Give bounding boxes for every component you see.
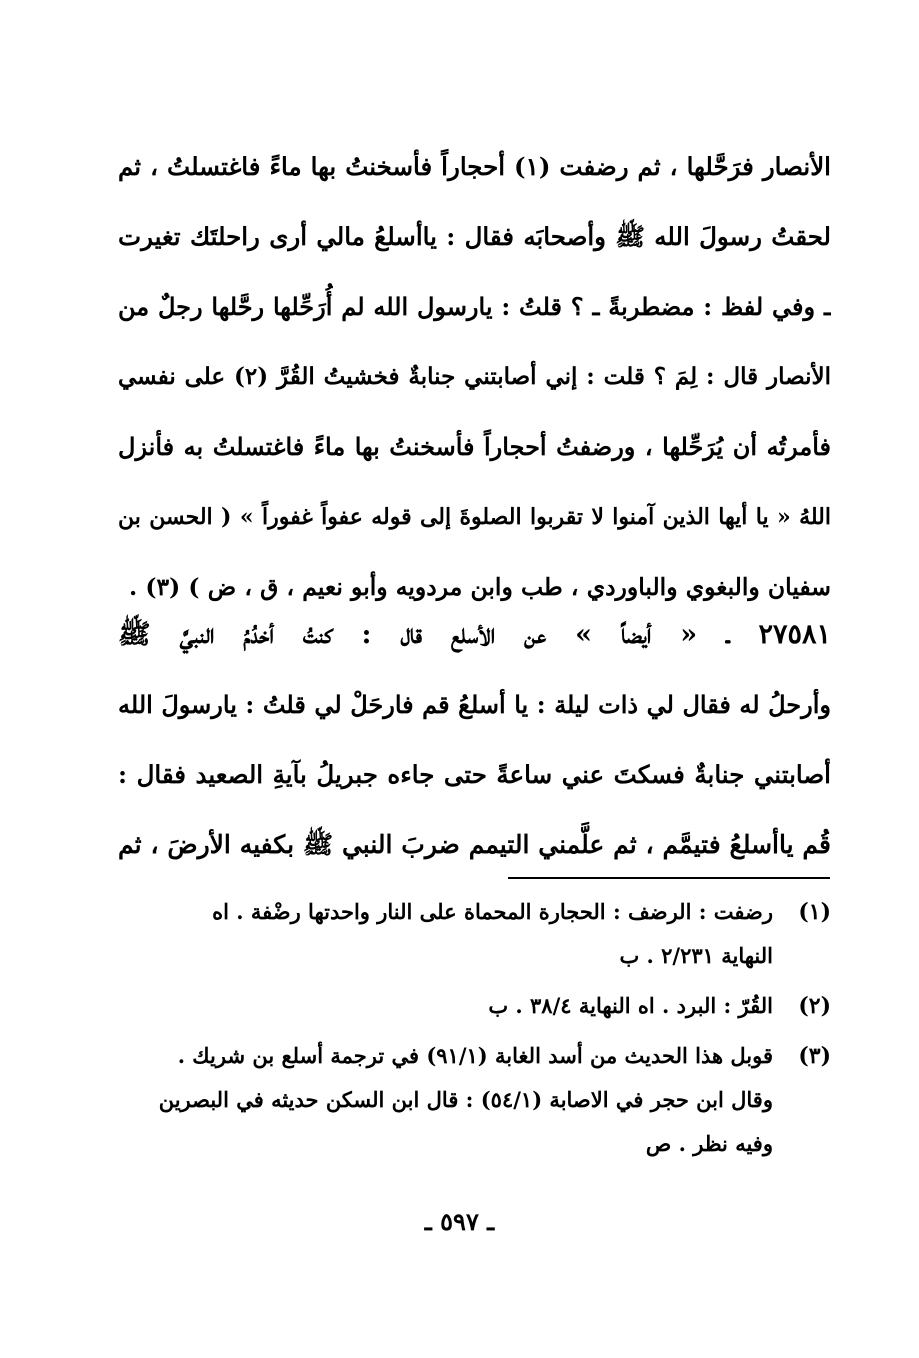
text-line: اللهُ « يا أيها الذين آمنوا لا تقربوا الصلوةَ إلى قوله عفواً غفوراً » ( الحسن بن [118,504,831,530]
text-line: الأنصار فرَحَّلها ، ثم رضفت (١) أحجاراً فأسخنتُ بها ماءً فاغتسلتُ ، ثم [118,152,831,181]
footnote-number: (٢) [798,993,831,1019]
footnote-line: وقال ابن حجر في الاصابة (٥٤/١) : قال ابن السكن حديثه في البصرين [158,1087,773,1112]
footnote-3 [118,1034,831,1166]
footnote-body [118,1034,773,1166]
text-line: فأمرتُه أن يُرَحِّلها ، ورضفتُ أحجاراً فأسخنتُ بها ماءً فاغتسلتُ به فأنزل [118,432,831,461]
footnote-separator [508,877,830,879]
footnote-line: القُرّ : البرد . اه النهاية ٣٨/٤ . ب [488,993,773,1018]
footnotes [118,890,831,1172]
footnote-line: رضفت : الرضف : الحجارة المحماة على النار واحدتها رضْفة . اه [212,899,773,924]
footnote-number: (٣) [798,1043,831,1069]
footnote-line: قوبل هذا الحديث من أسد الغابة (٩١/١) في ترجمة أسلع بن شريك . [177,1043,773,1068]
text-line: قُم ياأسلعُ فتيمَّم ، ثم علَّمني التيمم ضربَ النبي ﷺ بكفيه الأرضَ ، ثم [118,830,831,859]
footnote-body [118,890,773,978]
hadith-text-continued [118,132,831,622]
footnote-number: (١) [798,899,831,925]
page-number: ـ ٥٩٧ ـ [424,1207,495,1236]
text-line: أصابتني جنابةٌ فسكتَ عني ساعةً حتى جاءه جبريلُ بآيةِ الصعيد فقال : [118,760,831,789]
text-line: وأرحلُ له فقال لي ذات ليلة : يا أسلعُ قم فارحَلْ لي قلتُ : يارسولَ الله [118,690,831,719]
hadith-27581 [118,600,831,880]
footnote-1 [118,890,831,978]
text-line: لحقتُ رسولَ الله ﷺ وأصحابَه فقال : ياأسلعُ مالي أرى راحلتَك تغيرت [118,222,831,251]
text-line: ـ وفي لفظ : مضطربةً ـ ؟ قلتُ : يارسول الله لم أُرَحِّلها رحَّلها رجلٌ من [118,292,831,321]
text-line: الأنصار قال : لِمَ ؟ قلت : إني أصابتني جنابةٌ فخشيتُ القُرَّ (٢) على نفسي [118,363,831,390]
footnote-body [118,984,773,1028]
hadith-heading-line: ٢٧٥٨١ ـ « أيضاً » عن الأسلع قال : كنتُ أخدُمُ النبيَّ ﷺ [118,619,831,650]
text-line: سفيان والبغوي والباوردي ، طب وابن مردويه وأبو نعيم ، ق ، ض ) (٣) . [129,573,831,601]
footnote-2 [118,984,831,1028]
footnote-line: النهاية ٢/٢٣١ . ب [619,943,773,968]
footnote-line: وفيه نظر . ص [645,1131,773,1156]
